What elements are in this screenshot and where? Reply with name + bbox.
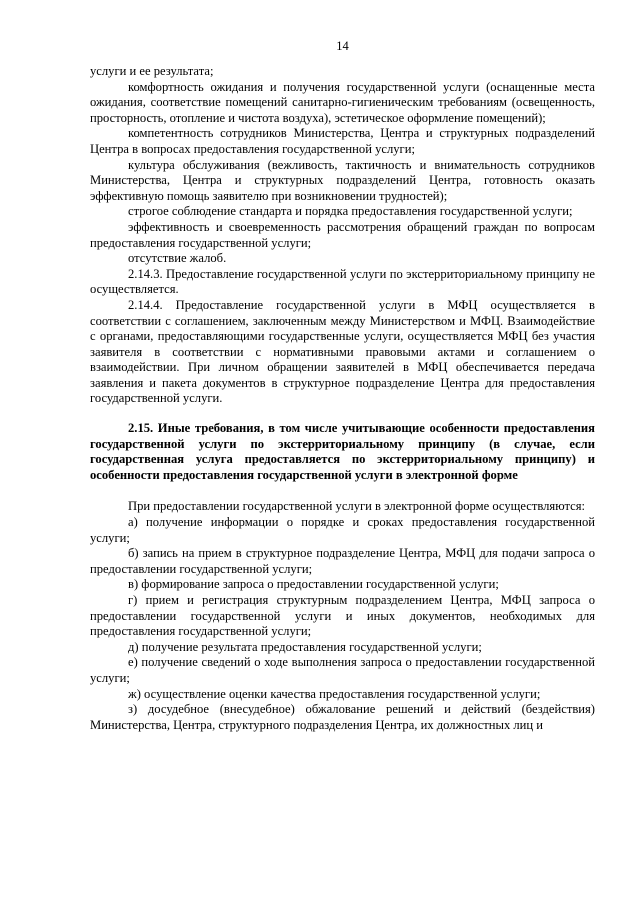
spacer (90, 483, 595, 499)
paragraph: 2.14.3. Предоставление государственной услуги по экстерриториальному принципу не осуществляется. (90, 266, 595, 297)
paragraph: компетентность сотрудников Министерства, Центра и структурных подразделений Центра в вопросах предоставления государственной услуги; (90, 126, 595, 156)
list-item: в) формирование запроса о предоставлении государственной услуги; (128, 577, 499, 592)
list-item: е) получение сведений о ходе выполнения запроса о предоставлении государственной услуги; (90, 655, 595, 685)
list-item: б) запись на прием в структурное подразделение Центра, МФЦ для подачи запроса о предоставлении государственной услуги; (90, 546, 595, 576)
section-heading: 2.15. Иные требования, в том числе учитывающие особенности предоставления государственной услуги по экстерриториальному принципу (в случае, если государственная услуга предоставляется по экстерриториальному принципу) и особенности предоставления государственной услуги в электронной форме (90, 421, 595, 482)
paragraph: комфортность ожидания и получения государственной услуги (оснащенные места ожидания, соответствие помещений санитарно-гигиеническим требованиям (освещенность, просторность, отопление и чистота воздуха), эстетическое оформление помещений); (90, 79, 595, 125)
paragraph: культура обслуживания (вежливость, тактичность и внимательность сотрудников Министерства, Центра и структурных подразделений Центра, готовность оказать эффективную помощь заявителю при возникновении трудностей); (90, 157, 595, 203)
paragraph: 2.14.4. Предоставление государственной услуги в МФЦ осуществляется в соответствии с соглашением, заключенным между Министерством и МФЦ. Взаимодействие с органами, предоставляющими государственные услуги, осуществляется МФЦ без участия заявителя в соответствии с нормативными правовыми актами и соглашением о взаимодействии. При личном обращении заявителей в МФЦ обеспечивается передача заявления и пакета документов в структурное подразделение Центра для предоставления государственной услуги. (90, 297, 595, 406)
list-item: а) получение информации о порядке и сроках предоставления государственной услуги; (90, 515, 595, 545)
list-item: г) прием и регистрация структурным подразделением Центра, МФЦ запроса о предоставлении государственной услуги и иных документов, необходимых для предоставления государственной услуги; (90, 593, 595, 639)
page-number: 14 (336, 39, 349, 53)
paragraph: При предоставлении государственной услуги в электронной форме осуществляются: (128, 499, 585, 514)
paragraph: услуги и ее результата; (90, 64, 214, 78)
paragraph: строгое соблюдение стандарта и порядка предоставления государственной услуги; (128, 204, 573, 219)
document-page (90, 0, 595, 902)
paragraph: эффективность и своевременность рассмотрения обращений граждан по вопросам предоставления государственной услуги; (90, 219, 595, 250)
list-item: д) получение результата предоставления государственной услуги; (128, 639, 482, 654)
list-item: ж) осуществление оценки качества предоставления государственной услуги; (128, 686, 541, 701)
document-body (90, 64, 595, 733)
paragraph: отсутствие жалоб. (128, 251, 227, 266)
list-item: з) досудебное (внесудебное) обжалование решений и действий (бездействия) Министерства, Центра, структурного подразделения Центра, их должностных лиц и (90, 702, 595, 732)
